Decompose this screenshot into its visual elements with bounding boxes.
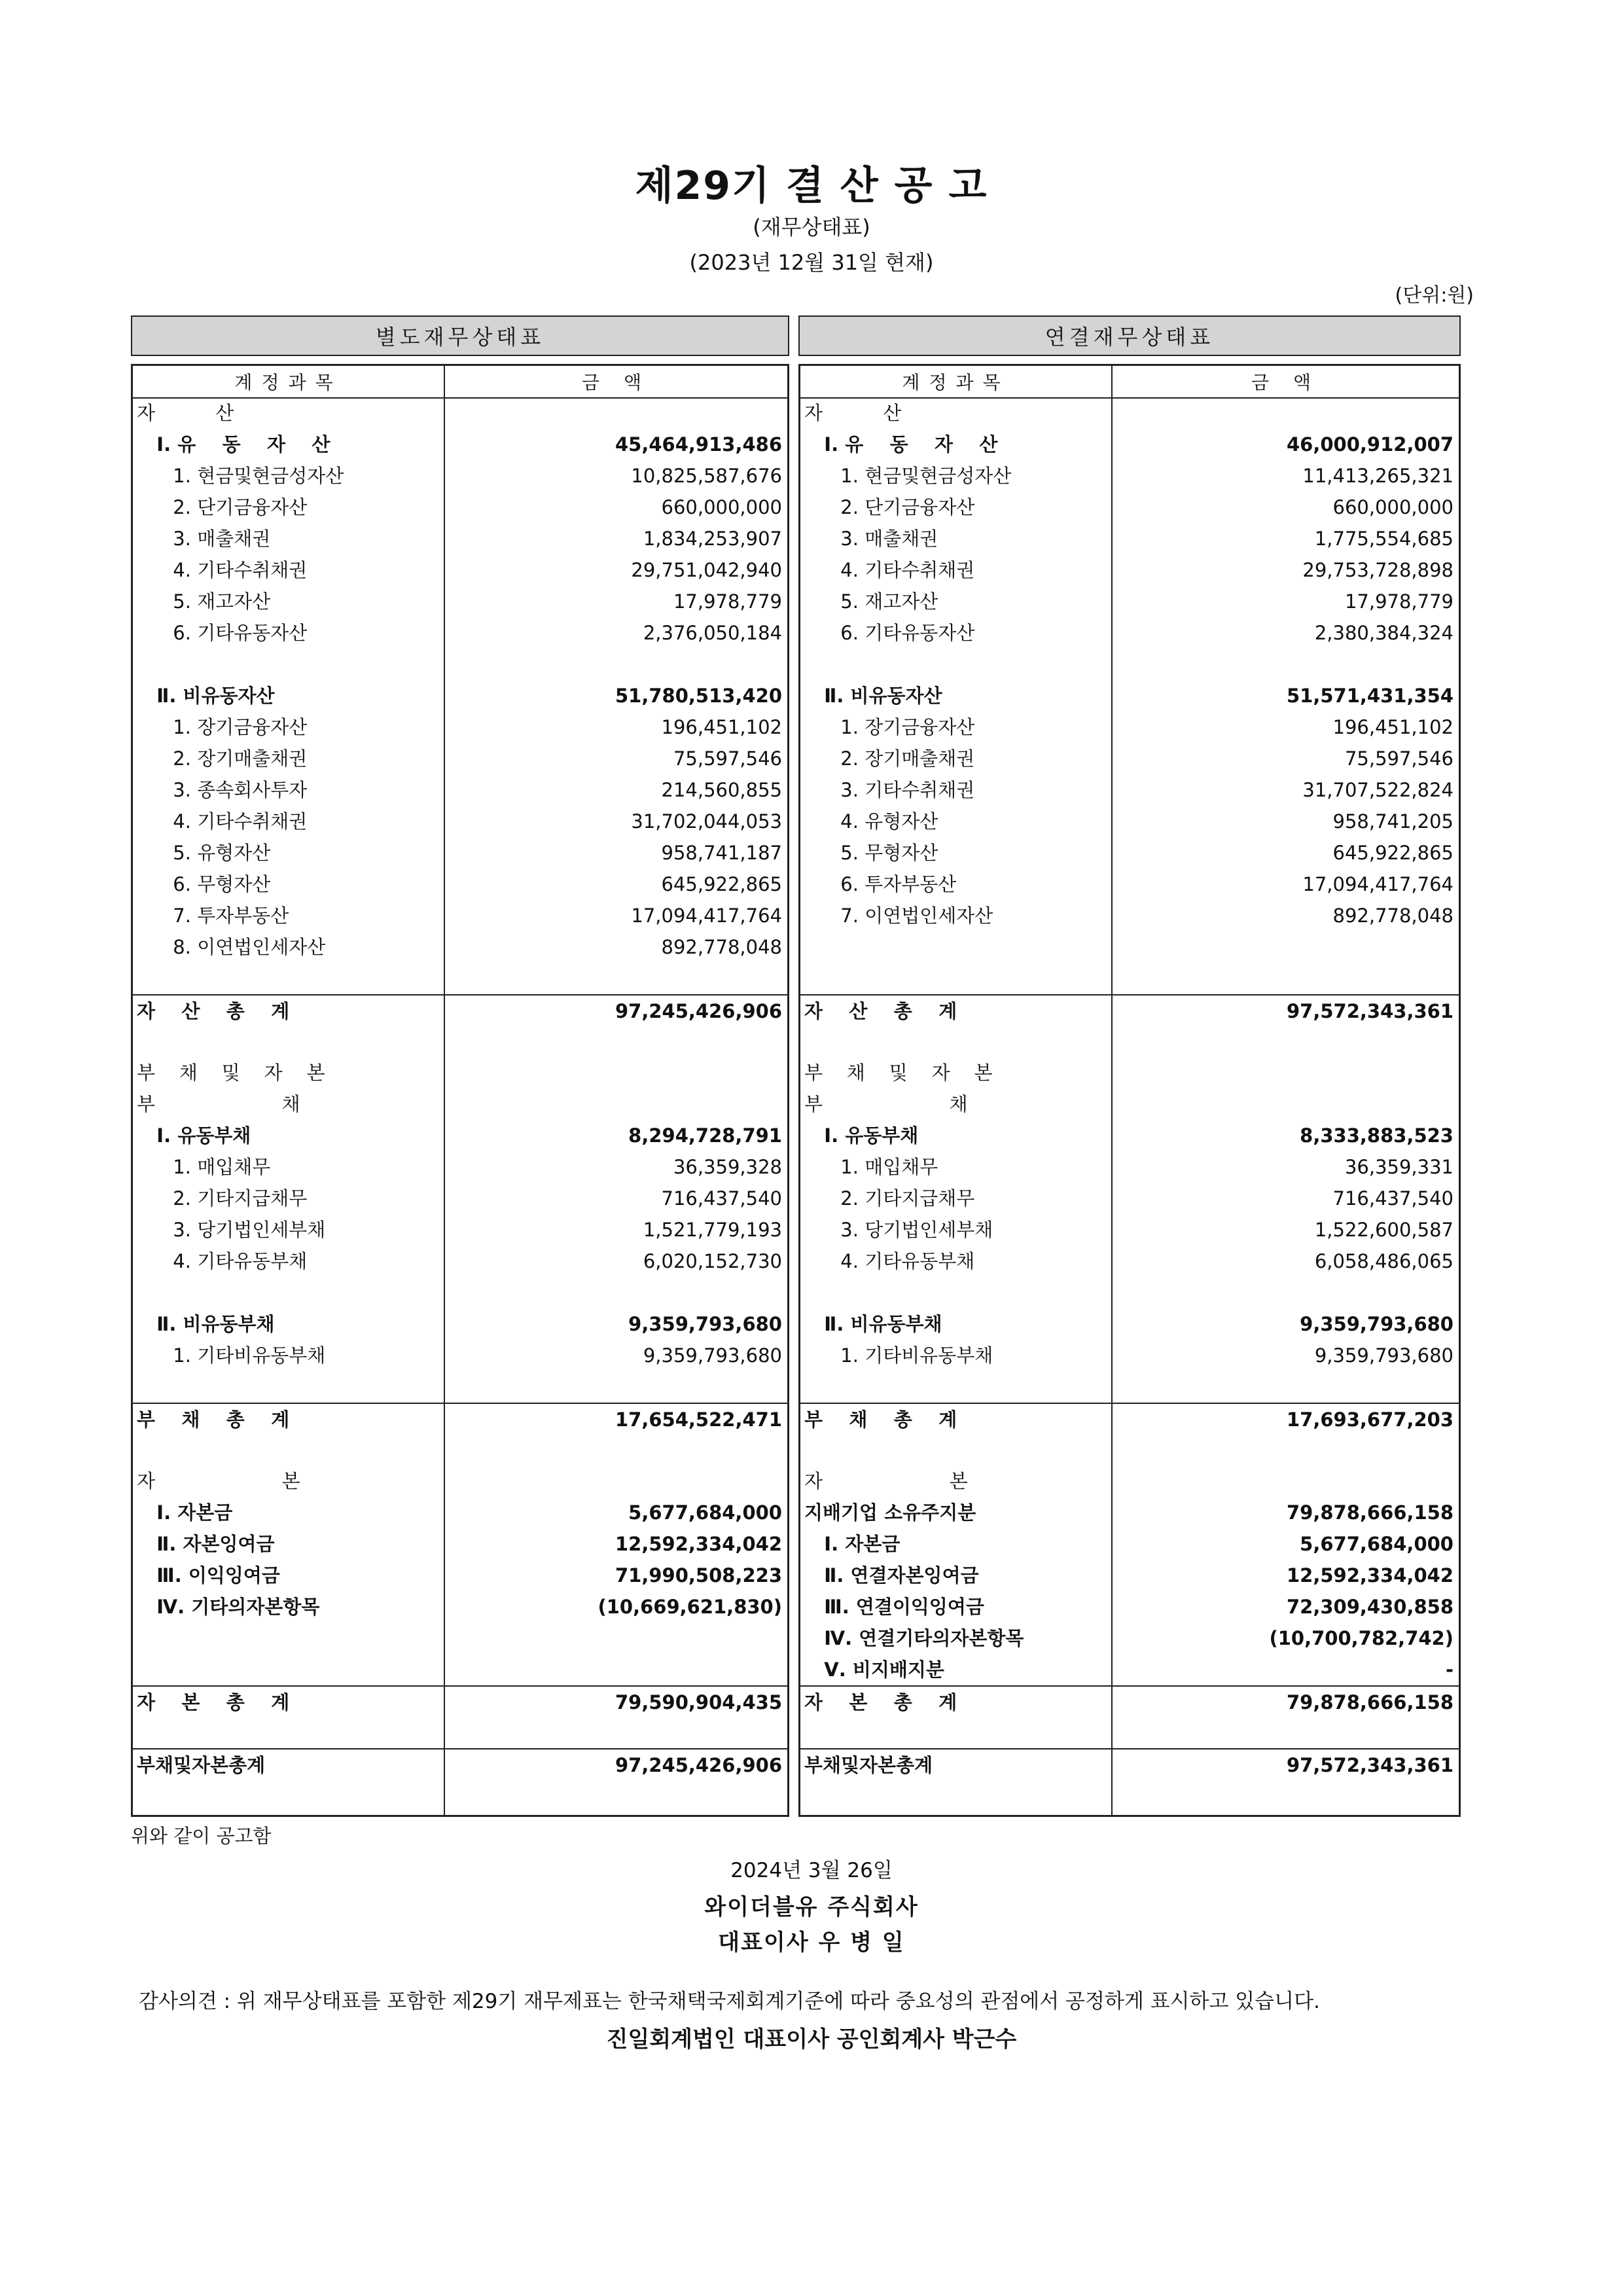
- account-label: Ⅱ. 비유동자산: [804, 685, 942, 707]
- table-row: [133, 837, 787, 869]
- table-row: [133, 397, 787, 429]
- account-label: 4. 기타수취채권: [137, 810, 308, 833]
- consolidated-banner: 연결재무상태표: [798, 315, 1461, 356]
- account-label: 자 본 총 계: [804, 1691, 957, 1713]
- amount-value: 97,572,343,361: [1286, 1754, 1454, 1776]
- account-label: 1. 현금및현금성자산: [804, 465, 1012, 487]
- account-label: 3. 기타수취채권: [804, 779, 975, 801]
- amount-value: 36,359,331: [1344, 1156, 1454, 1178]
- amount-value: 75,597,546: [673, 747, 782, 770]
- table-row: [800, 586, 1459, 617]
- table-row: [133, 1340, 787, 1371]
- account-label: Ⅴ. 비지배지분: [804, 1659, 944, 1681]
- amount-value: 31,707,522,824: [1302, 779, 1454, 801]
- amount-value: 97,572,343,361: [1286, 1000, 1454, 1022]
- amount-value: 892,778,048: [661, 936, 782, 958]
- table-row: [133, 1277, 787, 1308]
- table-row: [800, 1340, 1459, 1371]
- amount-value: 97,245,426,906: [615, 1000, 782, 1022]
- amount-value: 196,451,102: [1332, 716, 1454, 738]
- account-label: Ⅰ. 유동부채: [804, 1124, 919, 1147]
- amount-value: 10,825,587,676: [631, 465, 782, 487]
- account-label: 2. 기타지급채무: [137, 1187, 308, 1210]
- amount-value: 79,590,904,435: [615, 1691, 782, 1713]
- table-row: [800, 1465, 1459, 1497]
- amount-value: 716,437,540: [1332, 1187, 1454, 1210]
- table-row: [133, 1151, 787, 1183]
- table-row: [133, 1623, 787, 1654]
- amount-value: 196,451,102: [661, 716, 782, 738]
- table-row: [800, 1434, 1459, 1465]
- separate-table-header: [133, 366, 787, 399]
- table-row: [800, 1528, 1459, 1560]
- table-row: [800, 900, 1459, 931]
- ceo-name: 대표이사 우 병 일: [718, 1929, 905, 1956]
- table-row: [133, 711, 787, 743]
- table-row: [800, 1088, 1459, 1120]
- table-row: [133, 492, 787, 523]
- amount-value: 6,020,152,730: [643, 1250, 782, 1272]
- table-row: [800, 1057, 1459, 1088]
- consolidated-table-header: [800, 366, 1459, 399]
- table-row: [133, 743, 787, 774]
- amount-value: 958,741,187: [661, 842, 782, 864]
- table-row: [800, 711, 1459, 743]
- amount-value: 958,741,205: [1332, 810, 1454, 833]
- table-row: [800, 994, 1459, 1027]
- amount-value: 6,058,486,065: [1314, 1250, 1454, 1272]
- account-label: 2. 장기매출채권: [137, 747, 308, 770]
- as-of-date: (2023년 12월 31일 현재): [689, 250, 934, 275]
- table-row: [800, 617, 1459, 649]
- account-label: 7. 이연법인세자산: [804, 905, 993, 927]
- table-row: [133, 1403, 787, 1435]
- account-label: 부 채: [804, 1093, 968, 1115]
- amount-value: 31,702,044,053: [631, 810, 782, 833]
- table-row: [800, 1591, 1459, 1623]
- account-label: 부 채 및 자 본: [137, 1062, 325, 1084]
- amount-value: (10,700,782,742): [1269, 1627, 1454, 1649]
- account-label: Ⅱ. 비유동부채: [804, 1313, 942, 1335]
- amount-value: 9,359,793,680: [628, 1313, 782, 1335]
- account-label: Ⅰ. 유동부채: [137, 1124, 251, 1147]
- account-label: 부 채 총 계: [137, 1408, 290, 1431]
- account-label: Ⅱ. 연결자본잉여금: [804, 1564, 979, 1587]
- amount-value: 1,521,779,193: [643, 1219, 782, 1241]
- account-label: 부 채: [137, 1093, 300, 1115]
- account-label: Ⅰ. 유 동 자 산: [137, 433, 330, 456]
- table-row: [133, 1434, 787, 1465]
- table-row: [800, 963, 1459, 994]
- account-label: 1. 기타비유동부채: [137, 1344, 326, 1367]
- amount-value: 8,294,728,791: [628, 1124, 782, 1147]
- table-row: [800, 806, 1459, 837]
- notice-text: 위와 같이 공고함: [131, 1825, 272, 1847]
- table-row: [800, 429, 1459, 460]
- account-label: 6. 무형자산: [137, 873, 271, 895]
- account-label: 5. 재고자산: [804, 590, 938, 613]
- account-label: 자 본: [804, 1470, 968, 1492]
- account-label: 4. 기타수취채권: [804, 559, 975, 581]
- amount-value: 716,437,540: [661, 1187, 782, 1210]
- account-label: 4. 유형자산: [804, 810, 938, 833]
- table-row: [133, 1246, 787, 1277]
- table-row: [800, 1308, 1459, 1340]
- account-label: 3. 매출채권: [137, 528, 271, 550]
- table-row: [800, 1623, 1459, 1654]
- amount-value: 1,522,600,587: [1314, 1219, 1454, 1241]
- table-row: [800, 1026, 1459, 1057]
- account-label: 2. 단기금융자산: [804, 496, 975, 518]
- announcement-date: 2024년 3월 26일: [730, 1859, 893, 1882]
- amount-value: 5,677,684,000: [628, 1501, 782, 1524]
- table-row: [133, 1026, 787, 1057]
- table-row: [133, 1748, 787, 1781]
- account-label: Ⅲ. 연결이익잉여금: [804, 1596, 984, 1618]
- account-label: Ⅳ. 연결기타의자본항목: [804, 1627, 1024, 1649]
- account-label: 1. 장기금융자산: [137, 716, 308, 738]
- table-row: [800, 523, 1459, 554]
- table-row: [133, 554, 787, 586]
- table-row: [133, 1685, 787, 1718]
- table-row: [133, 1120, 787, 1151]
- amount-value: 2,376,050,184: [643, 622, 782, 644]
- table-row: [133, 1560, 787, 1591]
- account-label: 6. 기타유동자산: [137, 622, 308, 644]
- amount-value: 892,778,048: [1332, 905, 1454, 927]
- page-subtitle: (재무상태표): [753, 215, 870, 240]
- table-row: [800, 1497, 1459, 1528]
- table-row: [800, 1560, 1459, 1591]
- col-amount-header: 금 액: [1251, 372, 1320, 393]
- table-row: [800, 554, 1459, 586]
- account-label: 지배기업 소유주지분: [804, 1501, 976, 1524]
- amount-value: 45,464,913,486: [615, 433, 782, 456]
- table-row: [800, 1748, 1459, 1781]
- amount-value: 17,094,417,764: [1302, 873, 1454, 895]
- amount-value: 46,000,912,007: [1286, 433, 1454, 456]
- table-row: [133, 1057, 787, 1088]
- account-label: 부 채 총 계: [804, 1408, 957, 1431]
- table-row: [133, 994, 787, 1027]
- account-label: 4. 기타수취채권: [137, 559, 308, 581]
- table-row: [133, 1183, 787, 1214]
- account-label: 1. 매입채무: [804, 1156, 938, 1178]
- table-row: [800, 1214, 1459, 1246]
- amount-value: 36,359,328: [673, 1156, 782, 1178]
- account-label: 1. 기타비유동부채: [804, 1344, 993, 1367]
- amount-value: 79,878,666,158: [1286, 1691, 1454, 1713]
- table-row: [800, 1717, 1459, 1748]
- table-row: [800, 1403, 1459, 1435]
- table-row: [800, 774, 1459, 806]
- audit-opinion: 감사의견 : 위 재무상태표를 포함한 제29기 재무제표는 한국채택국제회계기준에 따라 중요성의 관점에서 공정하게 표시하고 있습니다.: [139, 1990, 1320, 2013]
- account-label: 자 본: [137, 1470, 300, 1492]
- amount-value: 17,693,677,203: [1286, 1408, 1454, 1431]
- amount-value: 51,571,431,354: [1286, 685, 1454, 707]
- account-label: 5. 재고자산: [137, 590, 271, 613]
- table-row: [800, 743, 1459, 774]
- account-label: 3. 종속회사투자: [137, 779, 308, 801]
- table-row: [133, 963, 787, 994]
- table-row: [133, 649, 787, 680]
- table-row: [800, 1246, 1459, 1277]
- table-row: [133, 460, 787, 492]
- amount-value: (10,669,621,830): [597, 1596, 782, 1618]
- account-label: Ⅱ. 비유동부채: [137, 1313, 275, 1335]
- table-row: [800, 1151, 1459, 1183]
- account-label: 4. 기타유동부채: [804, 1250, 975, 1272]
- amount-value: 12,592,334,042: [615, 1533, 782, 1555]
- table-row: [133, 586, 787, 617]
- amount-value: 8,333,883,523: [1300, 1124, 1454, 1147]
- amount-value: 5,677,684,000: [1300, 1533, 1454, 1555]
- amount-value: 29,751,042,940: [631, 559, 782, 581]
- table-row: [133, 869, 787, 900]
- amount-value: 11,413,265,321: [1302, 465, 1454, 487]
- table-row: [133, 900, 787, 931]
- account-label: 8. 이연법인세자산: [137, 936, 326, 958]
- table-row: [133, 1528, 787, 1560]
- account-label: Ⅱ. 비유동자산: [137, 685, 275, 707]
- account-label: 3. 매출채권: [804, 528, 938, 550]
- amount-value: 29,753,728,898: [1302, 559, 1454, 581]
- col-account-header: 계정과목: [133, 366, 445, 397]
- amount-value: 17,978,779: [673, 590, 782, 613]
- account-label: 부 채 및 자 본: [804, 1062, 993, 1084]
- account-label: Ⅰ. 자본금: [804, 1533, 901, 1555]
- company-name: 와이더블유 주식회사: [704, 1894, 919, 1920]
- table-row: [133, 1654, 787, 1685]
- account-label: 7. 투자부동산: [137, 905, 289, 927]
- account-label: 자 산: [137, 402, 234, 424]
- table-row: [133, 1717, 787, 1748]
- amount-value: 660,000,000: [1332, 496, 1454, 518]
- account-label: 1. 장기금융자산: [804, 716, 975, 738]
- amount-value: 72,309,430,858: [1286, 1596, 1454, 1618]
- table-row: [133, 774, 787, 806]
- table-row: [133, 1465, 787, 1497]
- account-label: 부채및자본총계: [137, 1754, 266, 1776]
- unit-label: (단위:원): [1395, 284, 1474, 307]
- table-row: [133, 523, 787, 554]
- account-label: Ⅱ. 자본잉여금: [137, 1533, 275, 1555]
- table-row: [800, 1183, 1459, 1214]
- account-label: 부채및자본총계: [804, 1754, 933, 1776]
- table-row: [133, 806, 787, 837]
- amount-value: 2,380,384,324: [1314, 622, 1454, 644]
- amount-value: 71,990,508,223: [615, 1564, 782, 1587]
- amount-value: 51,780,513,420: [615, 685, 782, 707]
- amount-value: 17,978,779: [1344, 590, 1454, 613]
- table-row: [800, 1277, 1459, 1308]
- table-row: [800, 837, 1459, 869]
- amount-value: 17,654,522,471: [615, 1408, 782, 1431]
- separate-banner: 별도재무상태표: [131, 315, 789, 356]
- account-label: 자 산 총 계: [137, 1000, 290, 1022]
- account-label: 자 본 총 계: [137, 1691, 290, 1713]
- table-row: [800, 869, 1459, 900]
- account-label: Ⅰ. 자본금: [137, 1501, 233, 1524]
- account-label: 2. 기타지급채무: [804, 1187, 975, 1210]
- table-row: [800, 680, 1459, 711]
- consolidated-table: [798, 364, 1461, 1817]
- table-row: [133, 1497, 787, 1528]
- table-row: [800, 931, 1459, 963]
- table-row: [800, 1685, 1459, 1718]
- amount-value: 12,592,334,042: [1286, 1564, 1454, 1587]
- account-label: 2. 단기금융자산: [137, 496, 308, 518]
- table-row: [133, 1088, 787, 1120]
- account-label: 3. 당기법인세부채: [137, 1219, 326, 1241]
- table-row: [133, 680, 787, 711]
- table-row: [133, 1308, 787, 1340]
- amount-value: 1,775,554,685: [1314, 528, 1454, 550]
- amount-value: -: [1445, 1659, 1454, 1681]
- separate-table: [131, 364, 789, 1817]
- auditor-name: 진일회계법인 대표이사 공인회계사 박근수: [606, 2026, 1017, 2053]
- amount-value: 79,878,666,158: [1286, 1501, 1454, 1524]
- account-label: 4. 기타유동부채: [137, 1250, 308, 1272]
- table-row: [133, 617, 787, 649]
- account-label: Ⅰ. 유 동 자 산: [804, 433, 998, 456]
- amount-value: 9,359,793,680: [643, 1344, 782, 1367]
- table-row: [133, 1371, 787, 1403]
- amount-value: 1,834,253,907: [643, 528, 782, 550]
- account-label: 1. 매입채무: [137, 1156, 271, 1178]
- account-label: 3. 당기법인세부채: [804, 1219, 993, 1241]
- table-row: [133, 1214, 787, 1246]
- table-row: [800, 1120, 1459, 1151]
- account-label: 자 산: [804, 402, 902, 424]
- account-label: 2. 장기매출채권: [804, 747, 975, 770]
- table-row: [800, 649, 1459, 680]
- account-label: 1. 현금및현금성자산: [137, 465, 344, 487]
- amount-value: 9,359,793,680: [1300, 1313, 1454, 1335]
- account-label: 5. 유형자산: [137, 842, 271, 864]
- page-title: 제29기 결 산 공 고: [635, 163, 988, 209]
- account-label: Ⅲ. 이익잉여금: [137, 1564, 280, 1587]
- col-account-header: 계정과목: [800, 366, 1113, 397]
- table-row: [800, 1654, 1459, 1685]
- table-row: [800, 397, 1459, 429]
- table-row: [133, 931, 787, 963]
- amount-value: 645,922,865: [1332, 842, 1454, 864]
- table-row: [133, 429, 787, 460]
- account-label: 5. 무형자산: [804, 842, 938, 864]
- amount-value: 214,560,855: [661, 779, 782, 801]
- account-label: 6. 투자부동산: [804, 873, 957, 895]
- table-row: [800, 460, 1459, 492]
- amount-value: 17,094,417,764: [631, 905, 782, 927]
- account-label: 자 산 총 계: [804, 1000, 957, 1022]
- amount-value: 75,597,546: [1344, 747, 1454, 770]
- amount-value: 9,359,793,680: [1314, 1344, 1454, 1367]
- amount-value: 660,000,000: [661, 496, 782, 518]
- col-amount-header: 금 액: [582, 372, 651, 393]
- table-row: [800, 1371, 1459, 1403]
- amount-value: 97,245,426,906: [615, 1754, 782, 1776]
- account-label: Ⅳ. 기타의자본항목: [137, 1596, 320, 1618]
- table-row: [800, 492, 1459, 523]
- table-row: [133, 1591, 787, 1623]
- amount-value: 645,922,865: [661, 873, 782, 895]
- account-label: 6. 기타유동자산: [804, 622, 975, 644]
